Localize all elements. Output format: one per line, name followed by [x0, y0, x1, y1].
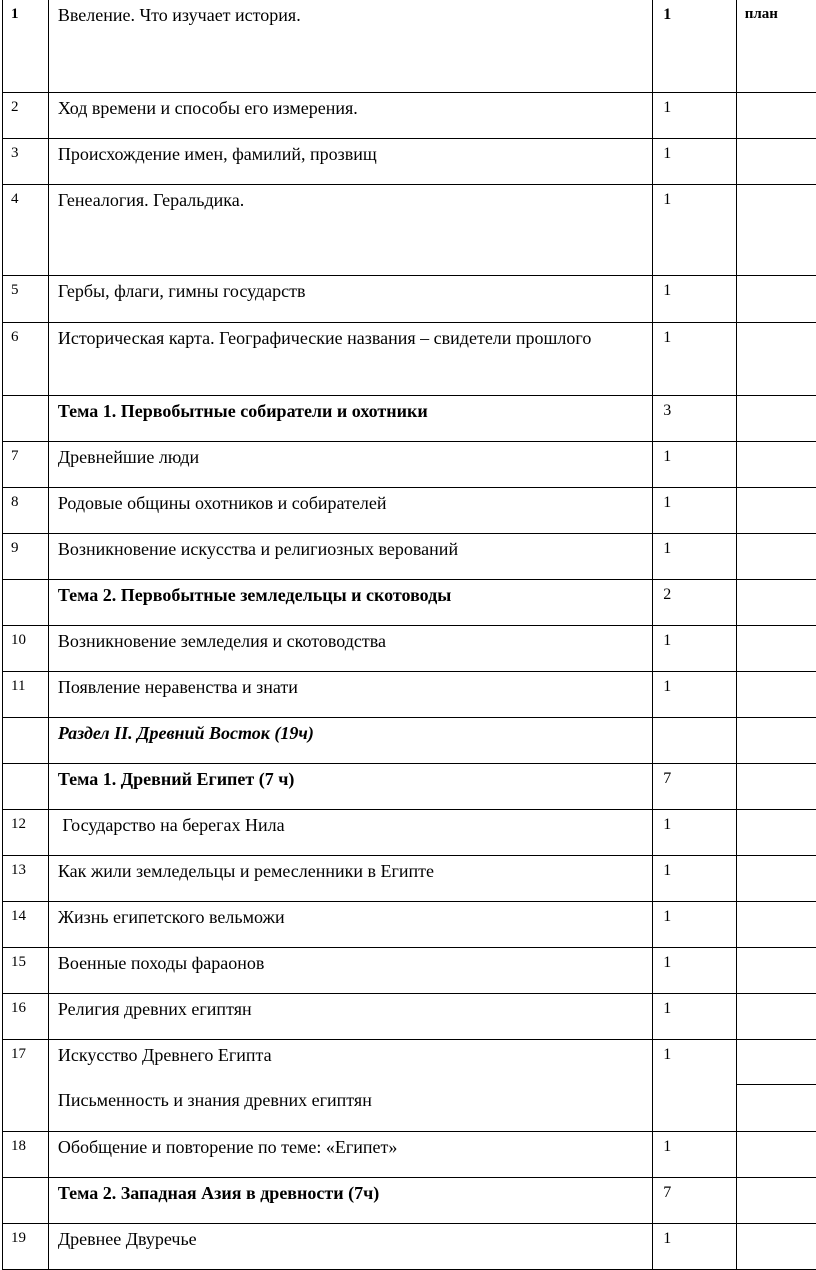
lesson-hours: 1 [653, 93, 737, 139]
lesson-number: 18 [3, 1132, 49, 1178]
lesson-title: Возникновение земледелия и скотоводства [48, 626, 652, 672]
plan-cell [736, 948, 816, 994]
section-title: Раздел II. Древний Восток (19ч) [48, 718, 652, 764]
topic-hours: 7 [653, 764, 737, 810]
lesson-number [3, 764, 49, 810]
table-row [3, 0, 816, 93]
plan-cell [736, 810, 816, 856]
lesson-hours: 1 [653, 672, 737, 718]
lesson-hours: 1 [653, 626, 737, 672]
plan-cell [736, 323, 816, 396]
plan-cell [736, 185, 816, 276]
lesson-hours: 1 [653, 488, 737, 534]
lesson-number [3, 396, 49, 442]
lesson-title: Генеалогия. Геральдика. [48, 185, 652, 276]
topic-title: Тема 1. Древний Египет (7 ч) [48, 764, 652, 810]
table-row [3, 994, 816, 1040]
plan-cell [736, 534, 816, 580]
table-row [3, 185, 816, 276]
lesson-number: 1 [3, 0, 49, 93]
lesson-number: 6 [3, 323, 49, 396]
plan-column-header: план [736, 0, 816, 93]
plan-cell [736, 764, 816, 810]
lesson-number: 3 [3, 139, 49, 185]
lesson-number: 7 [3, 442, 49, 488]
lesson-title-line-2: Письменность и знания древних египтян [57, 1090, 372, 1110]
lesson-number [3, 718, 49, 764]
table-row [3, 672, 816, 718]
lesson-number: 17 [3, 1040, 49, 1132]
section-hours [653, 718, 737, 764]
lesson-hours: 1 [653, 534, 737, 580]
plan-cell [736, 626, 816, 672]
plan-cell [736, 580, 816, 626]
topic-title: Тема 2. Западная Азия в древности (7ч) [48, 1178, 652, 1224]
lesson-number: 13 [3, 856, 49, 902]
plan-cell [736, 718, 816, 764]
lesson-plan-table [2, 0, 816, 1270]
plan-cell [736, 442, 816, 488]
lesson-hours: 1 [653, 0, 737, 93]
lesson-number [3, 1178, 49, 1224]
lesson-hours: 1 [653, 1224, 737, 1270]
table-row [3, 488, 816, 534]
lesson-hours: 1 [653, 810, 737, 856]
lesson-title: Обобщение и повторение по теме: «Египет» [48, 1132, 652, 1178]
plan-cell [736, 1132, 816, 1178]
table-row [3, 442, 816, 488]
lesson-number [3, 580, 49, 626]
plan-cell [736, 276, 816, 323]
topic-hours: 7 [653, 1178, 737, 1224]
lesson-hours: 1 [653, 948, 737, 994]
table-row [3, 93, 816, 139]
lesson-title: Государство на берегах Нила [48, 810, 652, 856]
lesson-number: 14 [3, 902, 49, 948]
lesson-number: 9 [3, 534, 49, 580]
table-row [3, 534, 816, 580]
lesson-number: 15 [3, 948, 49, 994]
plan-cell [736, 1040, 816, 1085]
table-row [3, 1224, 816, 1270]
lesson-title [48, 1040, 652, 1132]
lesson-title: Религия древних египтян [48, 994, 652, 1040]
topic-title: Тема 2. Первобытные земледельцы и скотоводы [48, 580, 652, 626]
lesson-title: Древнейшие люди [48, 442, 652, 488]
table-row [3, 902, 816, 948]
topic-title: Тема 1. Первобытные собиратели и охотники [48, 396, 652, 442]
plan-cell [736, 93, 816, 139]
lesson-number: 2 [3, 93, 49, 139]
lesson-hours: 1 [653, 856, 737, 902]
lesson-title: Ход времени и способы его измерения. [48, 93, 652, 139]
plan-cell [736, 1178, 816, 1224]
plan-cell [736, 396, 816, 442]
plan-cell [736, 1224, 816, 1270]
lesson-hours: 1 [653, 185, 737, 276]
lesson-number: 10 [3, 626, 49, 672]
table-row [3, 323, 816, 396]
table-row [3, 1132, 816, 1178]
lesson-number: 11 [3, 672, 49, 718]
lesson-title: Ввеление. Что изучает история. [48, 0, 652, 93]
table-row [3, 948, 816, 994]
plan-cell [736, 1085, 816, 1132]
lesson-hours: 1 [653, 994, 737, 1040]
table-row [3, 139, 816, 185]
lesson-hours: 1 [653, 442, 737, 488]
topic-row [3, 396, 816, 442]
plan-cell [736, 856, 816, 902]
lesson-title: Происхождение имен, фамилий, прозвищ [48, 139, 652, 185]
section-row [3, 718, 816, 764]
plan-cell [736, 672, 816, 718]
lesson-title: Военные походы фараонов [48, 948, 652, 994]
lesson-title: Как жили земледельцы и ремесленники в Египте [48, 856, 652, 902]
lesson-hours: 1 [653, 1040, 737, 1132]
table-row [3, 810, 816, 856]
plan-cell [736, 139, 816, 185]
lesson-number: 8 [3, 488, 49, 534]
table-row [3, 1040, 816, 1085]
lesson-number: 4 [3, 185, 49, 276]
topic-row [3, 764, 816, 810]
topic-row [3, 1178, 816, 1224]
lesson-title: Историческая карта. Географические названия – свидетели прошлого [48, 323, 652, 396]
lesson-title: Появление неравенства и знати [48, 672, 652, 718]
lesson-number: 12 [3, 810, 49, 856]
lesson-number: 16 [3, 994, 49, 1040]
lesson-hours: 1 [653, 902, 737, 948]
lesson-title: Жизнь египетского вельможи [48, 902, 652, 948]
lesson-title: Родовые общины охотников и собирателей [48, 488, 652, 534]
lesson-hours: 1 [653, 276, 737, 323]
lesson-hours: 1 [653, 1132, 737, 1178]
lesson-hours: 1 [653, 323, 737, 396]
table-row [3, 856, 816, 902]
plan-cell [736, 488, 816, 534]
lesson-number: 5 [3, 276, 49, 323]
topic-hours: 2 [653, 580, 737, 626]
topic-hours: 3 [653, 396, 737, 442]
lesson-number: 19 [3, 1224, 49, 1270]
lesson-hours: 1 [653, 139, 737, 185]
table-row [3, 626, 816, 672]
table-row [3, 276, 816, 323]
plan-cell [736, 902, 816, 948]
lesson-title: Гербы, флаги, гимны государств [48, 276, 652, 323]
lesson-title: Древнее Двуречье [48, 1224, 652, 1270]
plan-cell [736, 994, 816, 1040]
topic-row [3, 580, 816, 626]
lesson-title-line-1: Искусство Древнего Египта [57, 1045, 272, 1065]
lesson-title: Возникновение искусства и религиозных верований [48, 534, 652, 580]
